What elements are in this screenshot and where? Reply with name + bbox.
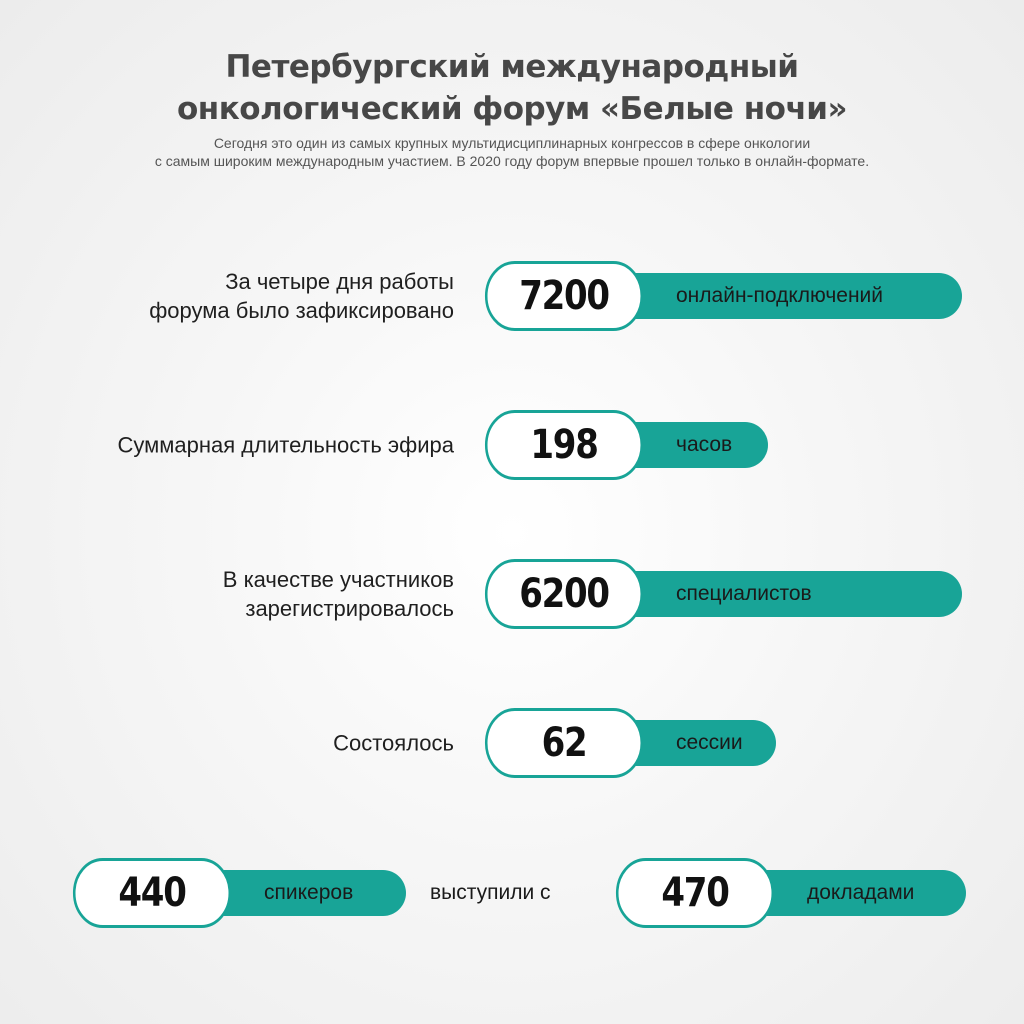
subtitle-line-1: Сегодня это один из самых крупных мультидисциплинарных конгрессов в сфере онкологии bbox=[213, 135, 811, 151]
stat-unit-band: онлайн-подключений bbox=[580, 273, 962, 319]
page-subtitle bbox=[0, 134, 1024, 170]
stat-label-line: В качестве участников bbox=[222, 567, 454, 592]
stat-row-sessions bbox=[0, 708, 1024, 778]
page-title-line-1: Петербургский международный bbox=[225, 49, 799, 85]
stat-label bbox=[118, 431, 455, 460]
stat-value: 62 bbox=[485, 708, 643, 778]
stat-label bbox=[333, 729, 454, 758]
subtitle-line-2: с самым широким международным участием. В 2020 году форум впервые прошел только в онлайн-формате. bbox=[154, 153, 870, 169]
stat-row-registered-specialists bbox=[0, 559, 1024, 629]
header bbox=[0, 46, 1024, 170]
reports-value: 470 bbox=[616, 858, 774, 928]
stat-value: 7200 bbox=[485, 261, 643, 331]
stat-row-broadcast-hours bbox=[0, 410, 1024, 480]
stat-row-online-connections bbox=[0, 261, 1024, 331]
connector-text: выступили с bbox=[430, 881, 551, 904]
stat-label-line: Суммарная длительность эфира bbox=[117, 432, 454, 458]
reports-unit-band: докладами bbox=[711, 870, 966, 916]
stat-row-speakers-reports bbox=[0, 858, 1024, 928]
stat-value: 6200 bbox=[485, 559, 643, 629]
page-title-line-2: онкологический форум «Белые ночи» bbox=[177, 91, 847, 127]
stat-label-line: зарегистрировалось bbox=[245, 596, 454, 621]
stat-unit-band: специалистов bbox=[580, 571, 962, 617]
stat-label bbox=[149, 267, 454, 325]
stat-label-line: Состоялось bbox=[333, 730, 454, 756]
stat-unit-band: сессии bbox=[580, 720, 776, 766]
stat-label-line: форума было зафиксировано bbox=[149, 298, 454, 323]
speakers-unit-band: спикеров bbox=[168, 870, 406, 916]
stat-label-line: За четыре дня работы bbox=[225, 269, 454, 294]
stat-value: 198 bbox=[485, 410, 643, 480]
speakers-value: 440 bbox=[73, 858, 231, 928]
stat-label bbox=[223, 565, 454, 623]
stat-unit-band: часов bbox=[580, 422, 768, 468]
